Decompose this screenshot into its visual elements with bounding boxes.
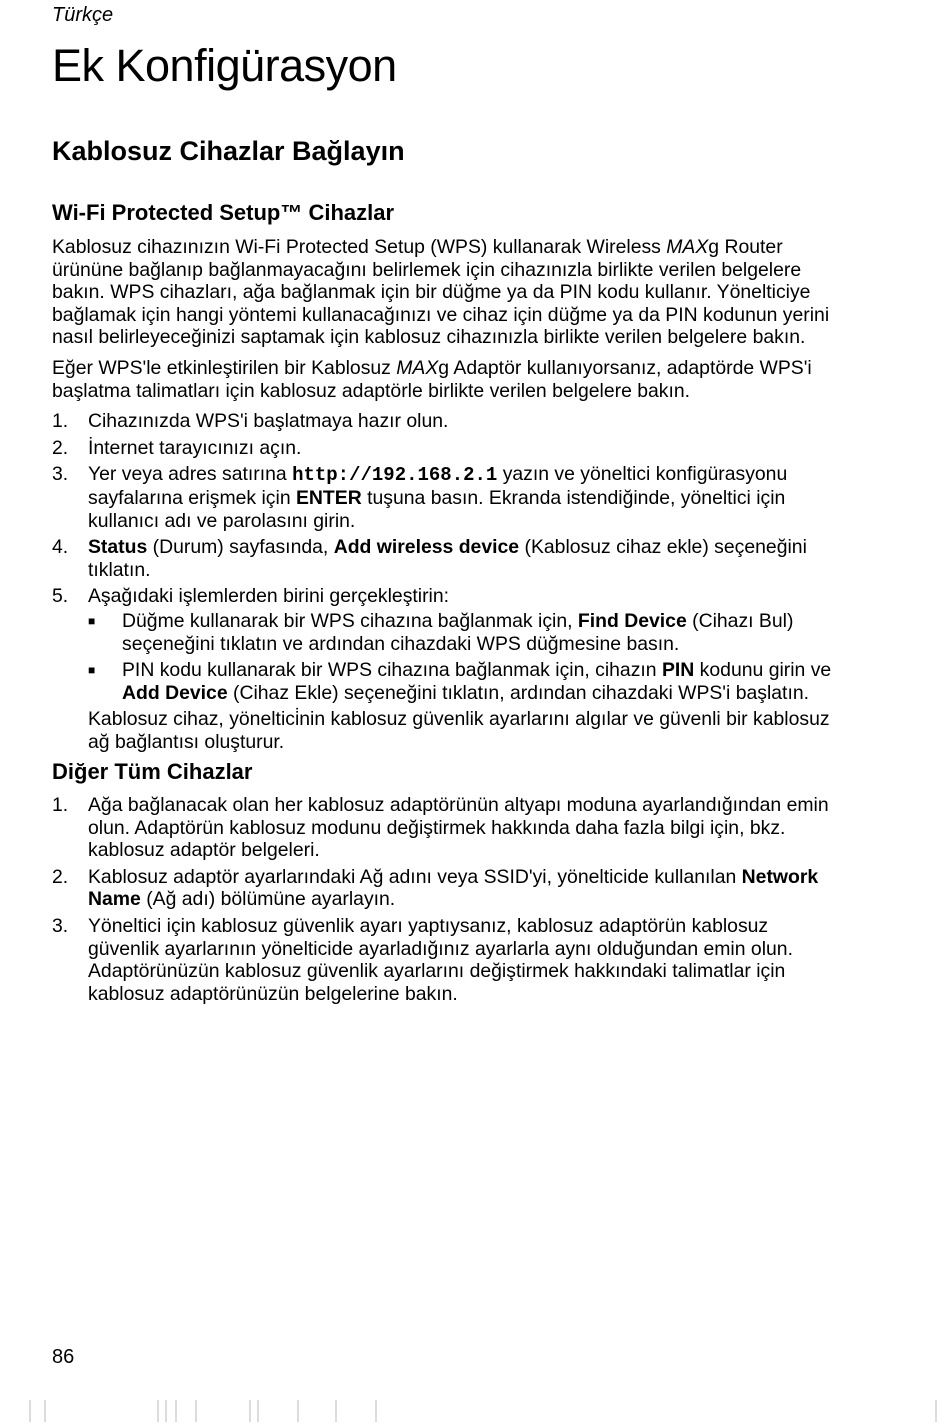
square-bullet-icon: ■ <box>88 663 96 678</box>
page-title: Ek Konfigürasyon <box>52 40 397 91</box>
list-item: 1. Ağa bağlanacak olan her kablosuz adaptörünün altyapı moduna ayarlandığından emin olun. Adaptörün kablosuz modunu değiştirmek hakkında daha fazla bilgi için, bkz. kablosuz adaptör belgeleri. <box>52 794 829 862</box>
list-item: 2. Kablosuz adaptör ayarlarındaki Ağ adını veya SSID'yi, yönelticide kullanılan Network Name (Ağ adı) bölümüne ayarlayın. <box>52 865 819 911</box>
wps-intro-paragraph: Kablosuz cihazınızın Wi-Fi Protected Setup (WPS) kullanarak Wireless MAXg Router ürününe bağlanıp bağlanmayacağını belirlemek için cihazınızla birlikte verilen belgelere bakın. WPS cihazları, ağa bağlanmak için bir düğme ya da PIN kodu kullanır. Yönelticiye bağlamak için hangi yöntemi kullanacağınızı ve cihaz için düğme ya da PIN kodunun yerini nasıl belirleyeceğinizi saptamak için kablosuz cihazınızla birlikte verilen belgelere bakın. <box>52 236 830 349</box>
list-item: 5. Aşağıdaki işlemlerden birini gerçekleştirin: ■ Düğme kullanarak bir WPS cihazına bağlanmak için, Find Device (Cihazı Bul) seçeneğini tıklatın ve ardından cihazdaki WPS düğmesine basın. ■ PIN kodu kullanarak bir WPS cihazına bağlanmak için, cihazın PIN kodunu girin ve Add Device (Cihaz Ekle) seçeneğini tıklatın, ardından cihazdaki WPS'i başlatın. Kablosuz cihaz, yöneltici̇nin kablosuz güvenlik ayarlarını algılar ve güvenli bir kablosuz ağ bağlantısı oluşturur. <box>52 585 832 753</box>
list-item: 1. Cihazınızda WPS'i başlatmaya hazır olun. <box>52 410 449 433</box>
list-item: 4. Status (Durum) sayfasında, Add wireless device (Kablosuz cihaz ekle) seçeneğini tıklatın. <box>52 536 807 581</box>
square-bullet-icon: ■ <box>88 613 96 628</box>
wps-steps-list <box>52 410 832 753</box>
bullet-item: ■ Düğme kullanarak bir WPS cihazına bağlanmak için, Find Device (Cihazı Bul) seçeneğini tıklatın ve ardından cihazdaki WPS düğmesine basın. <box>88 609 794 655</box>
print-registration-marks <box>0 1396 950 1423</box>
language-label: Türkçe <box>52 4 114 26</box>
list-item: 3. Yöneltici için kablosuz güvenlik ayarı yaptıysanız, kablosuz adaptörün kablosuz güvenlik ayarlarının yönelticide ayarladığınız ayarlarla aynı olduğundan emin olun. Adaptörünüzün kablosuz güvenlik ayarlarını değiştirmek hakkındaki talimatlar için kablosuz adaptörünüzün belgelerine bakın. <box>52 915 793 1005</box>
other-devices-title: Diğer Tüm Cihazlar <box>52 759 253 785</box>
list-item: 3. Yer veya adres satırına http://192.168.2.1 yazın ve yöneltici konfigürasyonu sayfalarına erişmek için ENTER tuşuna basın. Ekranda istendiğinde, yöneltici için kullanıcı adı ve parolasını girin. <box>52 463 788 532</box>
list-item: 2. İnternet tarayıcınızı açın. <box>52 436 302 459</box>
wps-adapter-paragraph: Eğer WPS'le etkinleştirilen bir Kablosuz MAXg Adaptör kullanıyorsanız, adaptörde WPS'i başlatma talimatları için kablosuz adaptörle birlikte verilen belgelere bakın. <box>52 356 812 402</box>
wps-section-title: Wi-Fi Protected Setup™ Cihazlar <box>52 200 395 225</box>
page-number: 86 <box>52 1346 75 1368</box>
wps-closing-paragraph: Kablosuz cihaz, yöneltici̇nin kablosuz güvenlik ayarlarını algılar ve güvenli bir kablosuz ağ bağlantısı oluşturur. <box>88 708 830 753</box>
bullet-item: ■ PIN kodu kullanarak bir WPS cihazına bağlanmak için, cihazın PIN kodunu girin ve Add Device (Cihaz Ekle) seçeneğini tıklatın, ardından cihazdaki WPS'i başlatın. <box>88 659 832 704</box>
router-url: http://192.168.2.1 <box>292 464 498 487</box>
other-steps-list <box>52 794 832 1005</box>
document-body <box>52 236 832 1011</box>
section-title: Kablosuz Cihazlar Bağlayın <box>52 136 405 166</box>
